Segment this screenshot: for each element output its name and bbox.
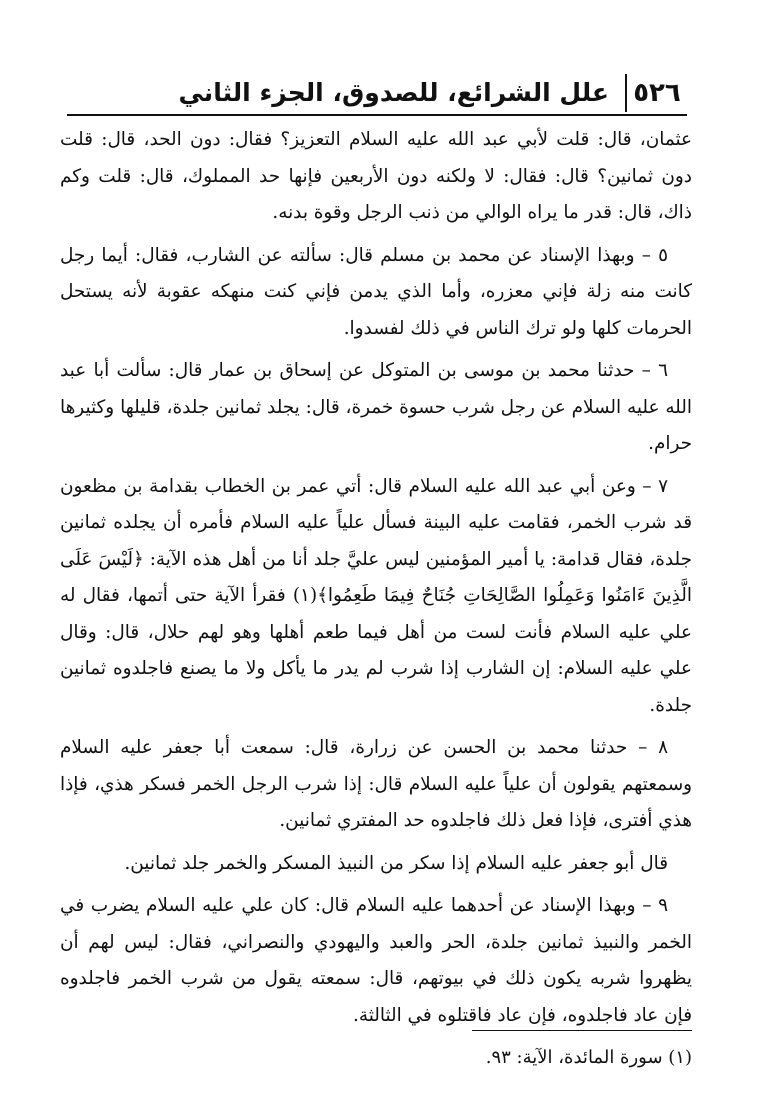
- paragraph-continuation: عثمان، قال: قلت لأبي عبد الله عليه السلام التعزيز؟ فقال: دون الحد، قال: قلت دون ثمانين؟ قال: فقال: لا ولكنه دون الأربعين فإنها حد المملوك، قال: قلت وكم ذاك، قال: قدر ما يراه الوالي من ذنب الرجل وقوة بدنه.: [60, 129, 692, 223]
- paragraph-hadith-6: ٦ – حدثنا محمد بن موسى بن المتوكل عن إسحاق بن عمار قال: سألت أبا عبد الله عليه السلام عن رجل شرب حسوة خمرة، قال: يجلد ثمانين جلدة، قليلها وكثيرها حرام.: [60, 360, 692, 454]
- paragraph-abu-jafar: قال أبو جعفر عليه السلام إذا سكر من النبيذ المسكر والخمر جلد ثمانين.: [124, 852, 668, 874]
- paragraph-hadith-9: ٩ – وبهذا الإسناد عن أحدهما عليه السلام قال: كان علي عليه السلام يضرب في الخمر والنبيذ ثمانين جلدة، الحر والعبد واليهودي والنصراني، فقال: ليس لهم أن يظهروا شربه يكون ذلك في بيوتهم، قال: سمعته يقول من شرب الخمر فاجلدوه فإن عاد فاجلدوه، فإن عاد فاقتلوه في الثالثة.: [60, 895, 692, 1026]
- paragraph-hadith-5: ٥ – وبهذا الإسناد عن محمد بن مسلم قال: سألته عن الشارب، فقال: أيما رجل كانت منه زلة فإني معزره، وأما الذي يدمن فإني كنت منهكه عقوبة لأنه يستحل الحرمات كلها ولو ترك الناس في ذلك لفسدوا.: [60, 244, 692, 339]
- running-title: علل الشرائع، للصدوق، الجزء الثاني: [178, 78, 609, 107]
- footnote: (١) سورة المائدة، الآية: ٩٣.: [485, 1047, 692, 1068]
- page-header: [67, 70, 687, 116]
- paragraph-hadith-7: ٧ – وعن أبي عبد الله عليه السلام قال: أتي عمر بن الخطاب بقدامة بن مظعون قد شرب الخمر، فقامت عليه البينة فسأل علياً عليه السلام فأمره أن يجلده ثمانين جلدة، فقال قدامة: يا أمير المؤمنين ليس عليَّ جلد أنا من أهل هذه الآية: ﴿لَيْسَ عَلَى الَّذِينَ ءَامَنُوا وَعَمِلُوا الصَّالِحَاتِ جُنَاحٌ فِيمَا طَعِمُوا﴾(١) فقرأ الآية حتى أتمها، فقال له علي عليه السلام فأنت لست من أهل فيما طعم أهلها وهو لهم حلال، قال: وقال علي عليه السلام: إن الشارب إذا شرب لم يدر ما يأكل ولا ما يصنع فاجلدوه ثمانين جلدة.: [60, 475, 692, 716]
- page-body: [60, 122, 692, 1034]
- paragraph-hadith-8: ٨ – حدثنا محمد بن الحسن عن زرارة، قال: سمعت أبا جعفر عليه السلام وسمعتهم يقولون أن علياً عليه السلام قال: إذا شرب الرجل الخمر فسكر هذي، فإذا هذي أفترى، فإذا فعل ذلك فاجلدوه حد المفتري ثمانين.: [60, 737, 692, 831]
- page-number: ٥٢٦: [625, 74, 687, 112]
- footnote-divider: [472, 1030, 692, 1031]
